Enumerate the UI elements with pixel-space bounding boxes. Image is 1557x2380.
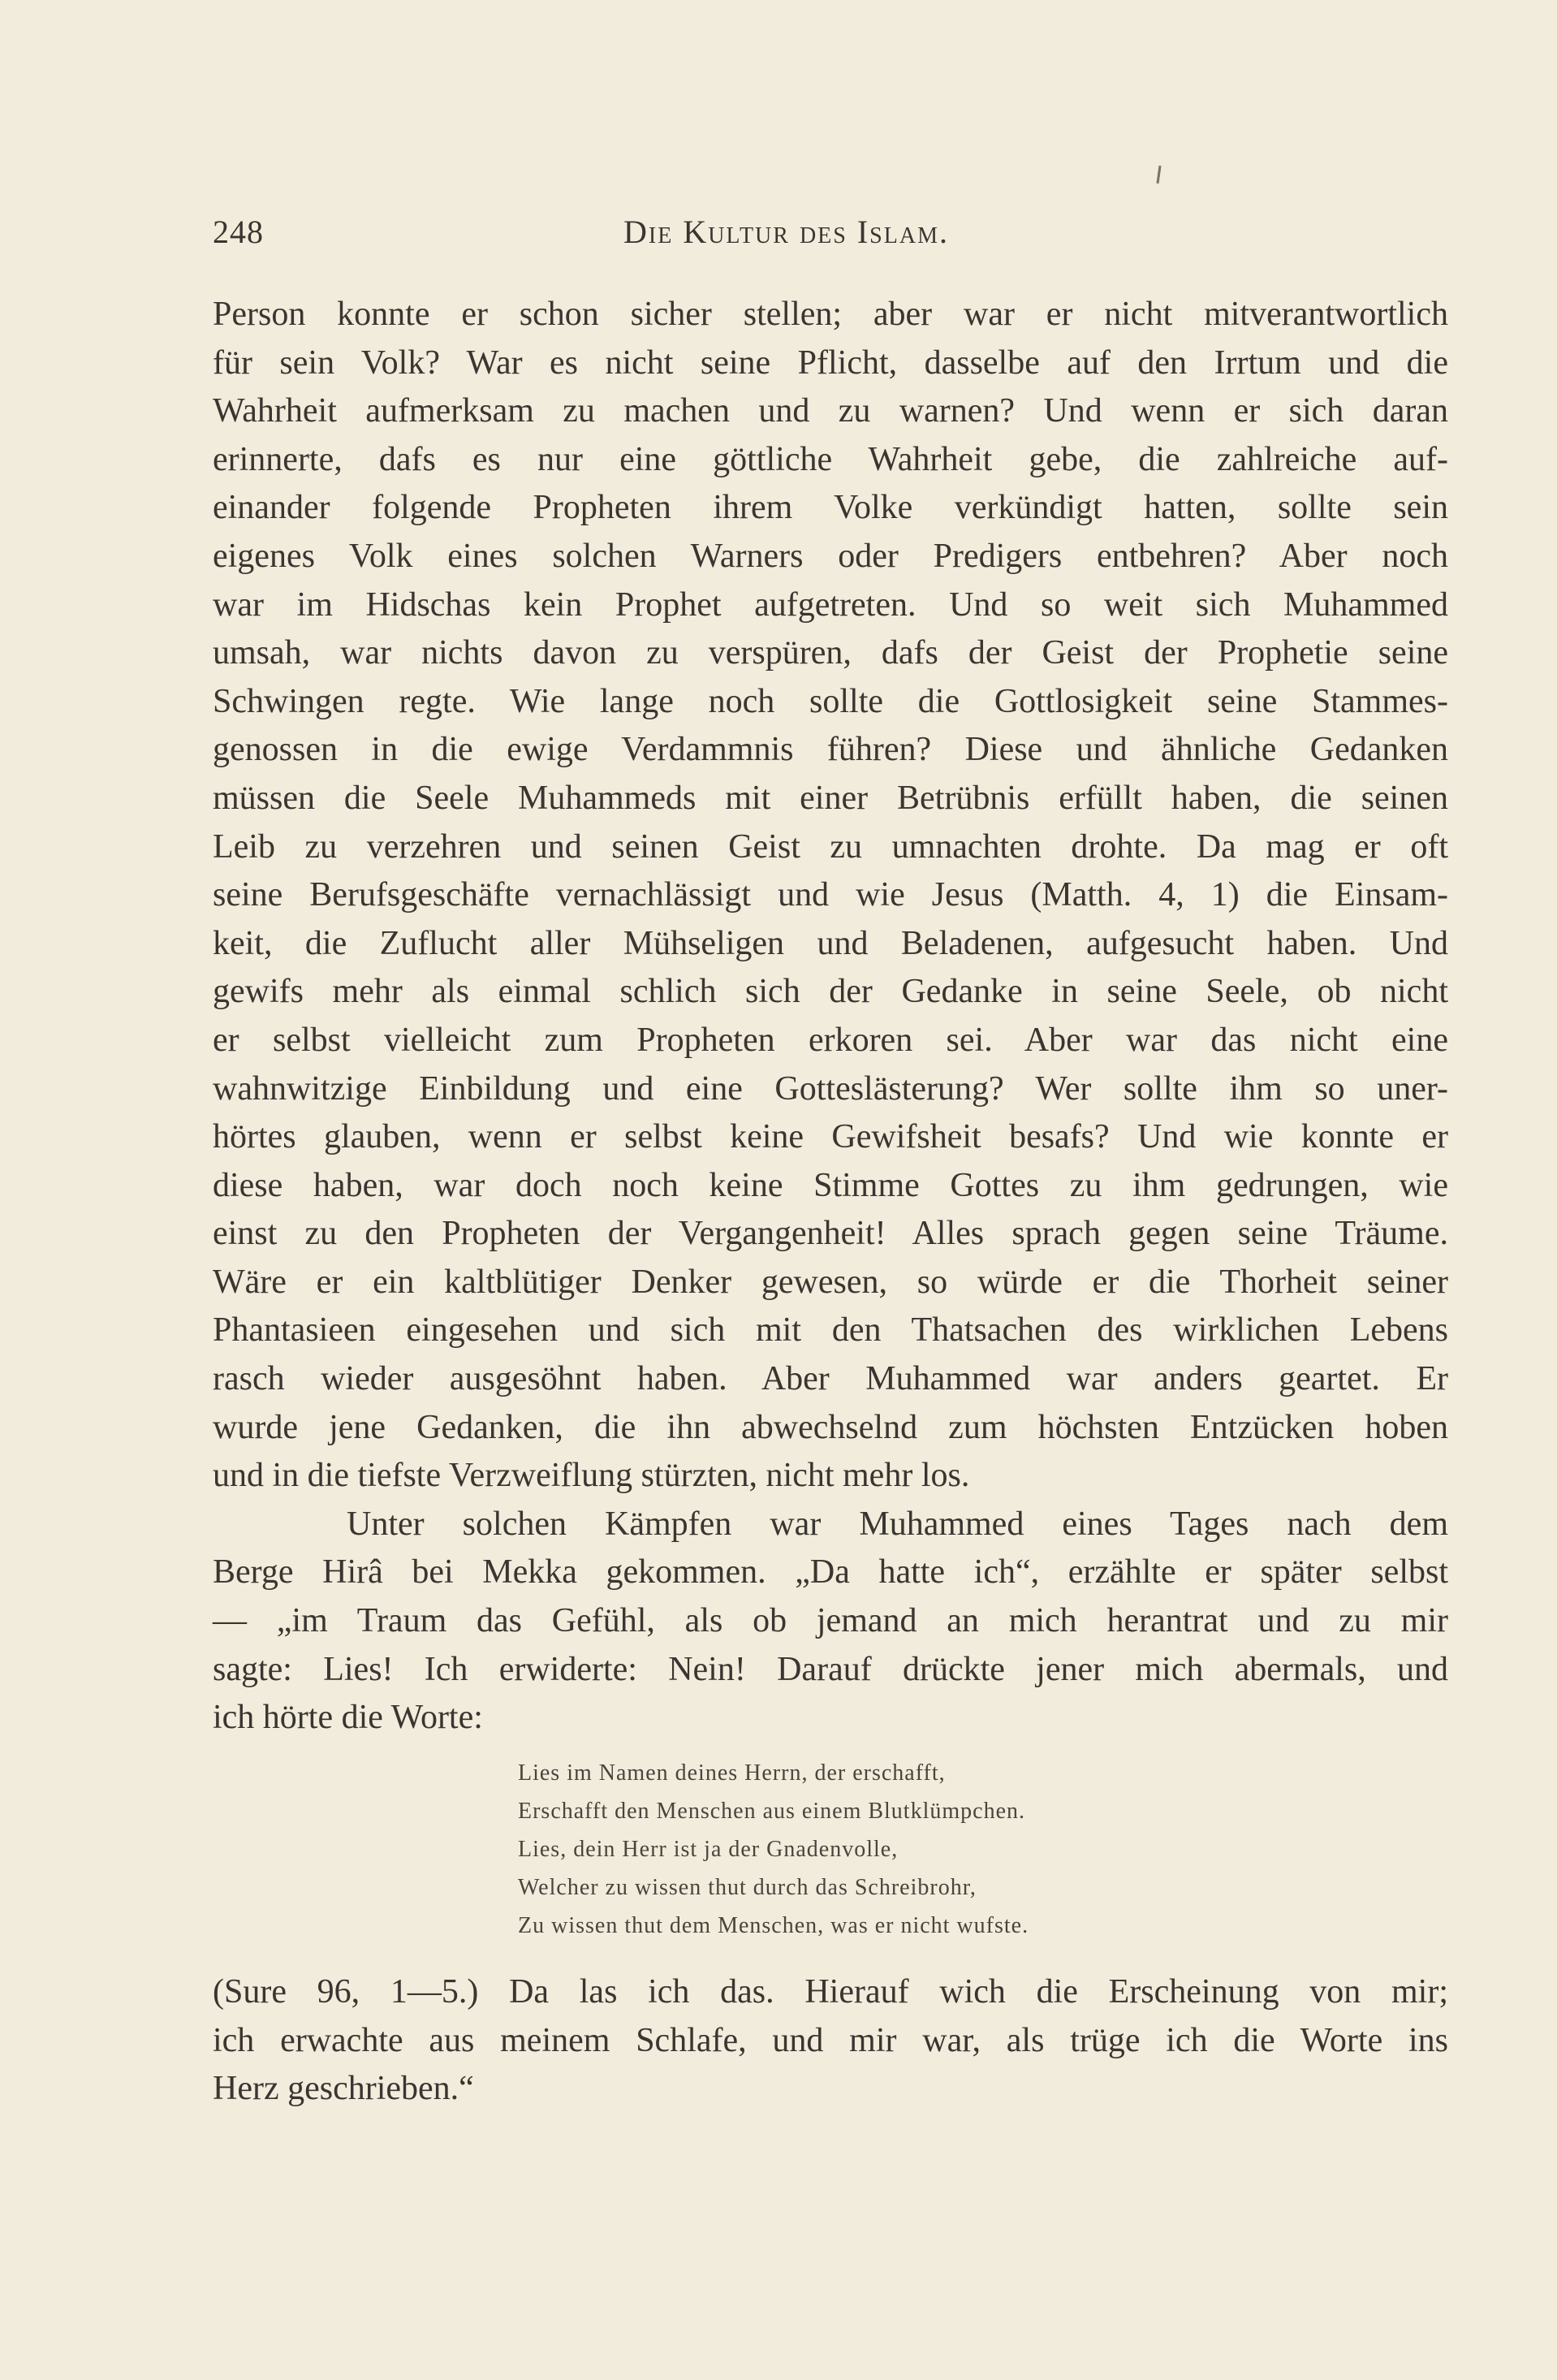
body-text [213, 291, 1448, 1743]
text-line: einst zu den Propheten der Vergangenheit! Alles sprach gegen seine Träume. [213, 1215, 1448, 1253]
verse-line: Lies, dein Herr ist ja der Gnadenvolle, [518, 1837, 899, 1862]
text-line: wurde jene Gedanken, die ihn abwechselnd zum höchsten Entzücken hoben [213, 1408, 1448, 1446]
text-line: Herz geschrieben.“ [213, 2070, 474, 2108]
verse-line: Zu wissen thut dem Menschen, was er nicht wufste. [518, 1913, 1029, 1938]
text-line: Unter solchen Kämpfen war Muhammed eines Tages nach dem [347, 1505, 1448, 1543]
text-line: ich erwachte aus meinem Schlafe, und mir war, als trüge ich die Worte ins [213, 2021, 1448, 2059]
text-line: einander folgende Propheten ihrem Volke verkündigt hatten, sollte sein [213, 489, 1448, 527]
text-line: Schwingen regte. Wie lange noch sollte die Gottlosigkeit seine Stammes- [213, 682, 1448, 720]
text-line: — „im Traum das Gefühl, als ob jemand an mich herantrat und zu mir [213, 1602, 1448, 1640]
text-line: gewifs mehr als einmal schlich sich der Gedanke in seine Seele, ob nicht [213, 973, 1448, 1011]
text-line: sagte: Lies! Ich erwiderte: Nein! Darauf drückte jener mich abermals, und [213, 1650, 1448, 1688]
text-line: Wahrheit aufmerksam zu machen und zu warnen? Und wenn er sich daran [213, 392, 1448, 430]
running-title: Die Kultur des Islam. [623, 214, 949, 250]
text-line: keit, die Zuflucht aller Mühseligen und Beladenen, aufgesucht haben. Und [213, 924, 1448, 962]
text-line: und in die tiefste Verzweiflung stürzten, nicht mehr los. [213, 1457, 970, 1495]
paragraph [213, 1501, 1448, 1743]
text-line: diese haben, war doch noch keine Stimme Gottes zu ihm gedrungen, wie [213, 1166, 1448, 1204]
text-line: Leib zu verzehren und seinen Geist zu umnachten drohte. Da mag er oft [213, 827, 1448, 866]
text-line: wahnwitzige Einbildung und eine Gotteslästerung? Wer sollte ihm so uner- [213, 1069, 1448, 1108]
paragraph [213, 291, 1448, 1501]
text-line: Berge Hirâ bei Mekka gekommen. „Da hatte ich“, erzählte er später selbst [213, 1553, 1448, 1592]
text-line: (Sure 96, 1—5.) Da las ich das. Hierauf wich die Erscheinung von mir; [213, 1973, 1448, 2011]
text-line: umsah, war nichts davon zu verspüren, dafs der Geist der Prophetie seine [213, 634, 1448, 672]
text-line: genossen in die ewige Verdammnis führen? Diese und ähnliche Gedanken [213, 731, 1448, 769]
text-line: Person konnte er schon sicher stellen; aber war er nicht mitverantwortlich [213, 296, 1448, 333]
stray-ink-mark [1156, 166, 1161, 184]
text-line: müssen die Seele Muhammeds mit einer Betrübnis erfüllt haben, die seinen [213, 779, 1448, 817]
page-number: 248 [213, 214, 264, 250]
verse-quotation [518, 1754, 1249, 1945]
closing-paragraph [213, 1968, 1448, 2114]
text-line: war im Hidschas kein Prophet aufgetreten. Und so weit sich Muhammed [213, 585, 1448, 624]
text-line: Phantasieen eingesehen und sich mit den Thatsachen des wirklichen Lebens [213, 1311, 1448, 1350]
text-line: hörtes glauben, wenn er selbst keine Gewifsheit besafs? Und wie konnte er [213, 1118, 1448, 1156]
text-line: rasch wieder ausgesöhnt haben. Aber Muhammed war anders geartet. Er [213, 1360, 1448, 1398]
text-line: erinnerte, dafs es nur eine göttliche Wahrheit gebe, die zahlreiche auf- [213, 440, 1448, 478]
running-head [213, 213, 1447, 261]
text-line: er selbst vielleicht zum Propheten erkoren sei. Aber war das nicht eine [213, 1021, 1448, 1059]
text-line: ich hörte die Worte: [213, 1699, 483, 1737]
text-line: seine Berufsgeschäfte vernachlässigt und wie Jesus (Matth. 4, 1) die Einsam- [213, 876, 1448, 914]
verse-line: Lies im Namen deines Herrn, der erschafft, [518, 1760, 946, 1786]
text-line: für sein Volk? War es nicht seine Pflicht, dasselbe auf den Irrtum und die [213, 343, 1448, 382]
text-line: Wäre er ein kaltblütiger Denker gewesen, so würde er die Thorheit seiner [213, 1263, 1448, 1301]
verse-line: Welcher zu wissen thut durch das Schreibrohr, [518, 1875, 977, 1900]
text-line: eigenes Volk eines solchen Warners oder Predigers entbehren? Aber noch [213, 537, 1448, 575]
verse-line: Erschafft den Menschen aus einem Blutklümpchen. [518, 1799, 1025, 1824]
